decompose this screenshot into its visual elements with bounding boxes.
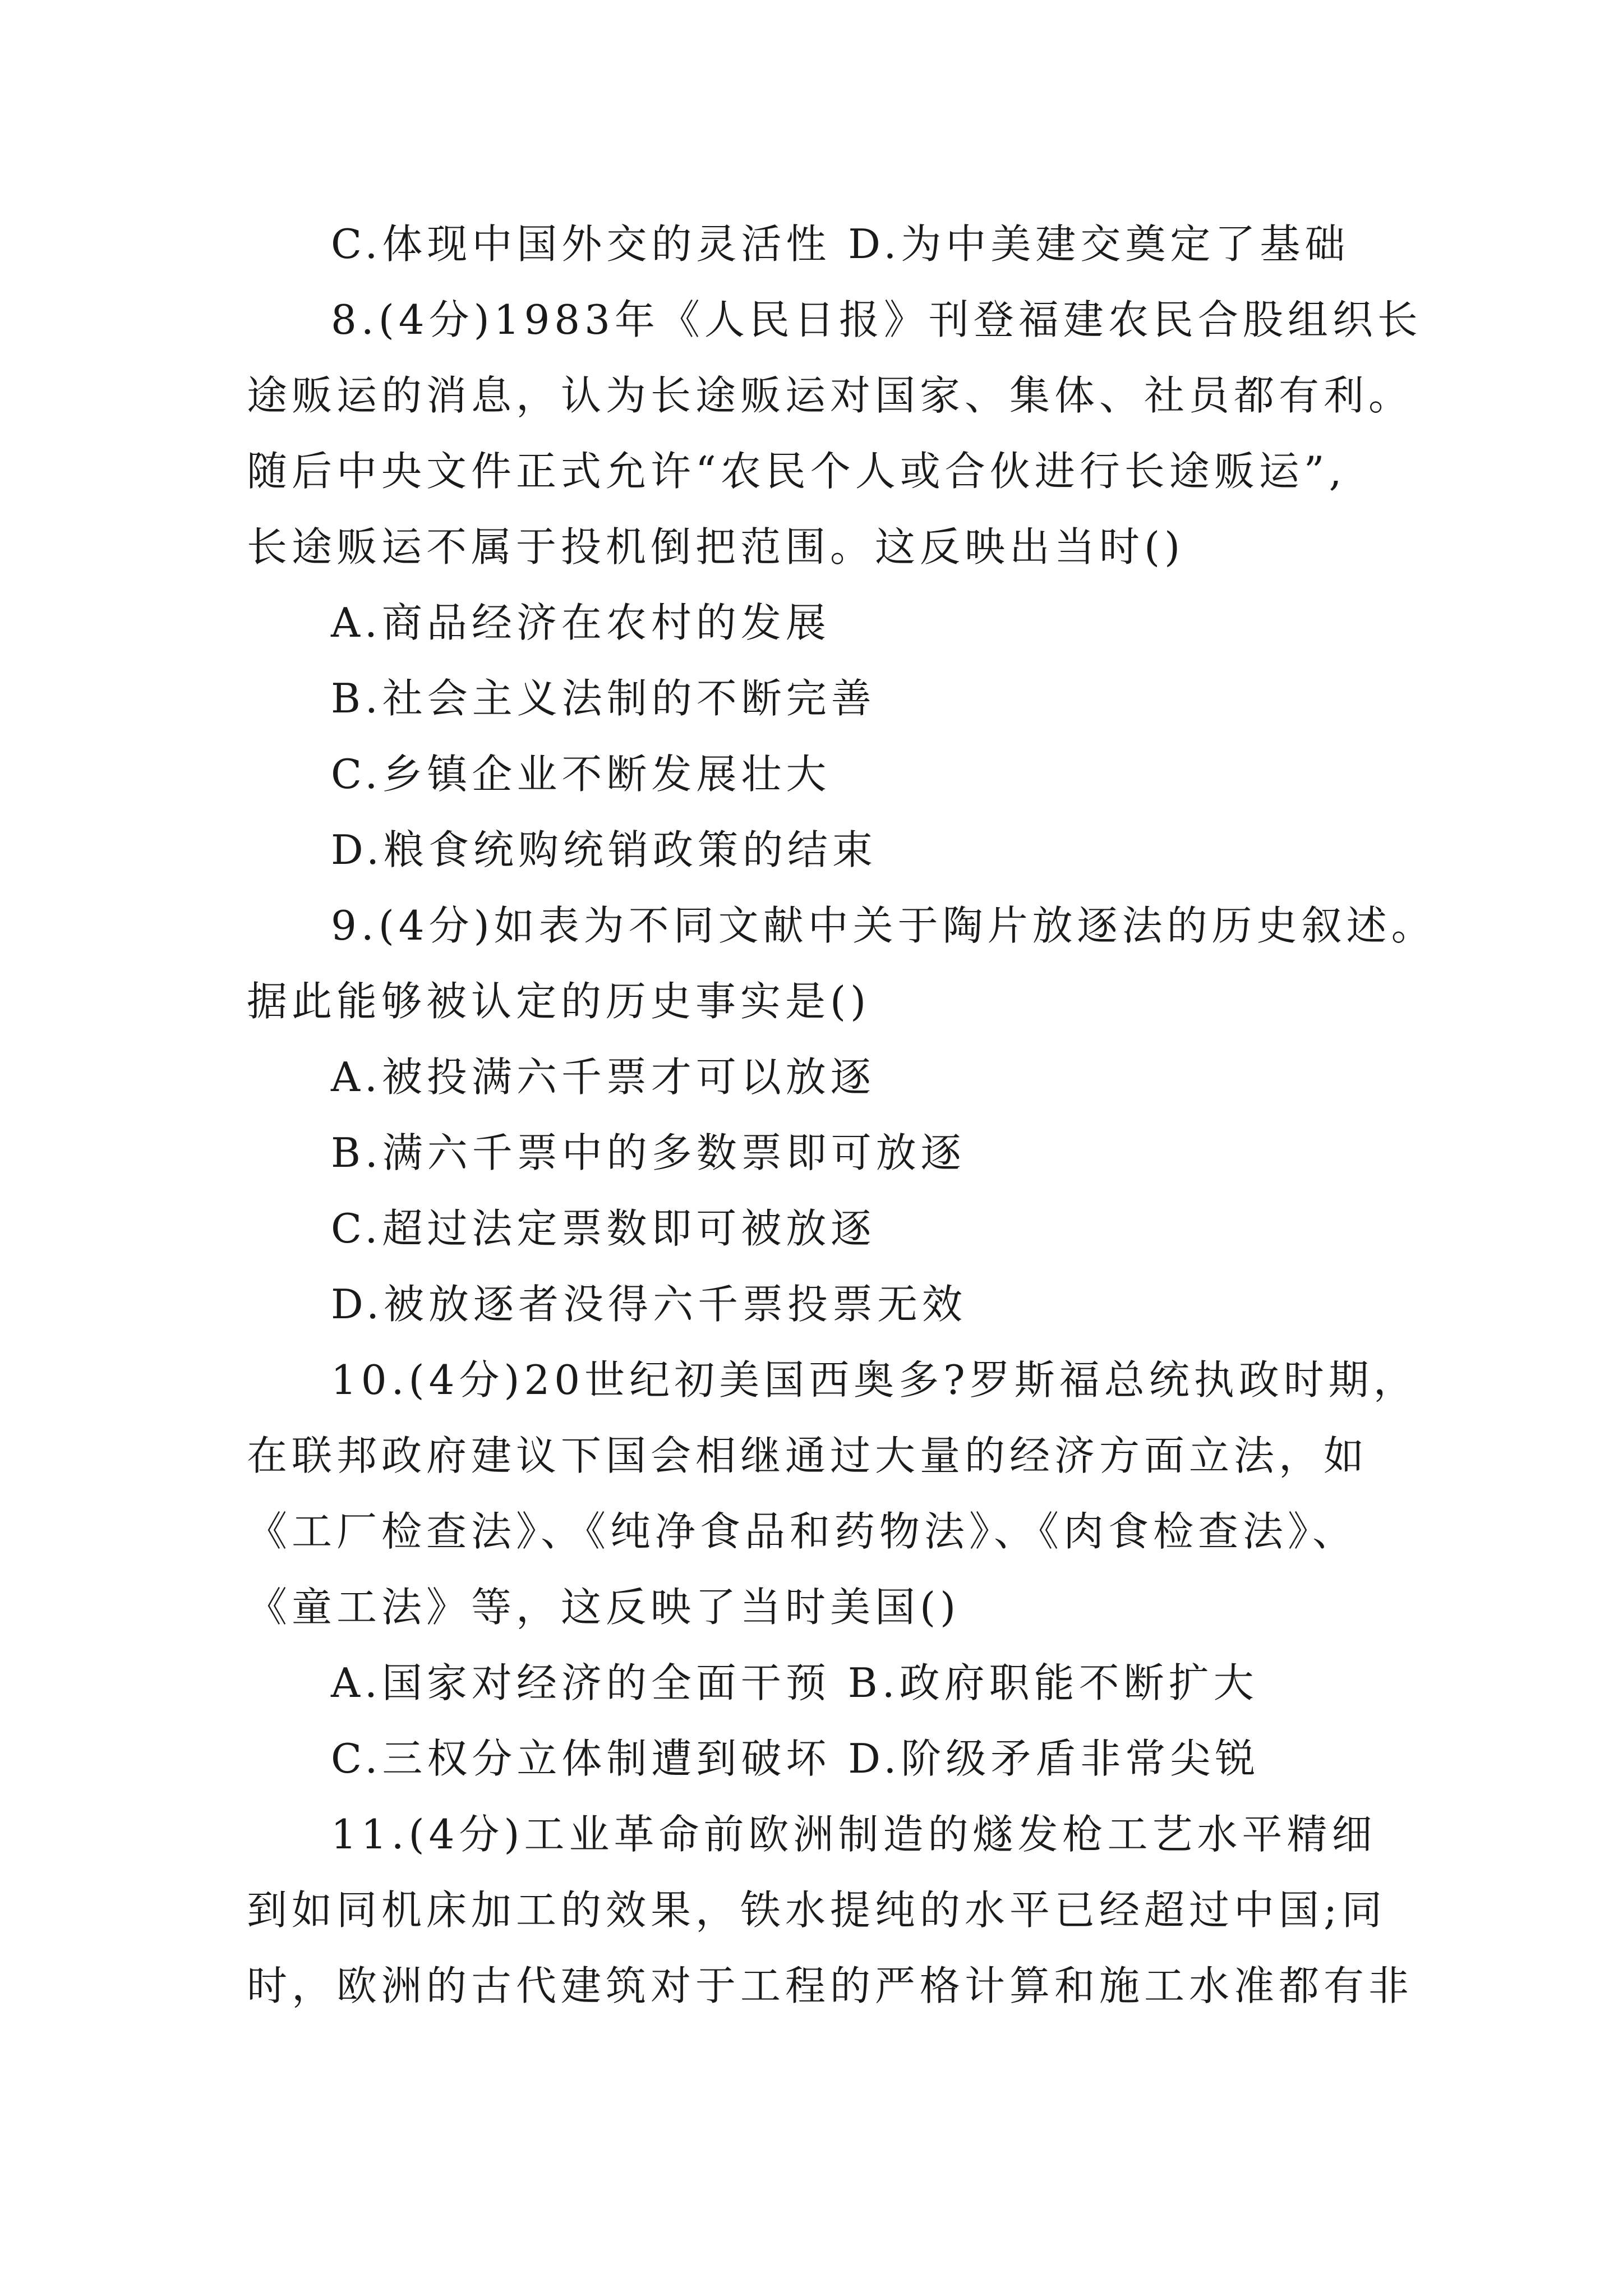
option-a: A.被投满六千票才可以放逐 — [331, 1053, 875, 1101]
question-text-line: 《工厂检查法》、《纯净食品和药物法》、《肉食检查法》、 — [247, 1508, 1358, 1555]
question-text-line: 时，欧洲的古代建筑对于工程的严格计算和施工水准都有非 — [247, 1962, 1414, 2009]
question-text-line: 《童工法》等，这反映了当时美国() — [247, 1584, 961, 1631]
question-text-line: 据此能够被认定的历史事实是() — [247, 978, 871, 1025]
question-9-line: 9.(4分)如表为不同文献中关于陶片放逐法的历史叙述。 — [331, 902, 1436, 949]
question-text-line: 在联邦政府建议下国会相继通过大量的经济方面立法，如 — [247, 1432, 1369, 1479]
option-b: B.满六千票中的多数票即可放逐 — [331, 1129, 966, 1176]
question-text-line: 到如同机床加工的效果，铁水提纯的水平已经超过中国;同 — [247, 1887, 1387, 1934]
question-11-line: 11.(4分)工业革命前欧洲制造的燧发枪工艺水平精细 — [331, 1811, 1377, 1858]
question-text-line: 长途贩运不属于投机倒把范围。这反映出当时() — [247, 523, 1185, 570]
option-b: B.社会主义法制的不断完善 — [331, 675, 876, 722]
option-a: A.商品经济在农村的发展 — [331, 599, 831, 646]
option-d: D.粮食统购统销政策的结束 — [331, 826, 878, 873]
option-c: C.乡镇企业不断发展壮大 — [331, 751, 831, 798]
option-c: C.超过法定票数即可被放逐 — [331, 1205, 876, 1252]
option-line: A.国家对经济的全面干预 B.政府职能不断扩大 — [331, 1659, 1258, 1706]
question-text-line: 随后中央文件正式允许“农民个人或合伙进行长途贩运”, — [247, 448, 1347, 495]
question-8-line: 8.(4分)1983年《人民日报》刊登福建农民合股组织长 — [331, 296, 1422, 343]
option-line: C.三权分立体制遭到破坏 D.阶级矛盾非常尖锐 — [331, 1735, 1260, 1782]
question-text-line: 途贩运的消息，认为长途贩运对国家、集体、社员都有利。 — [247, 372, 1414, 419]
question-10-line: 10.(4分)20世纪初美国西奥多?罗斯福总统执政时期， — [331, 1356, 1418, 1404]
option-d: D.被放逐者没得六千票投票无效 — [331, 1281, 967, 1328]
option-line: C.体现中国外交的灵活性 D.为中美建交奠定了基础 — [331, 220, 1350, 268]
